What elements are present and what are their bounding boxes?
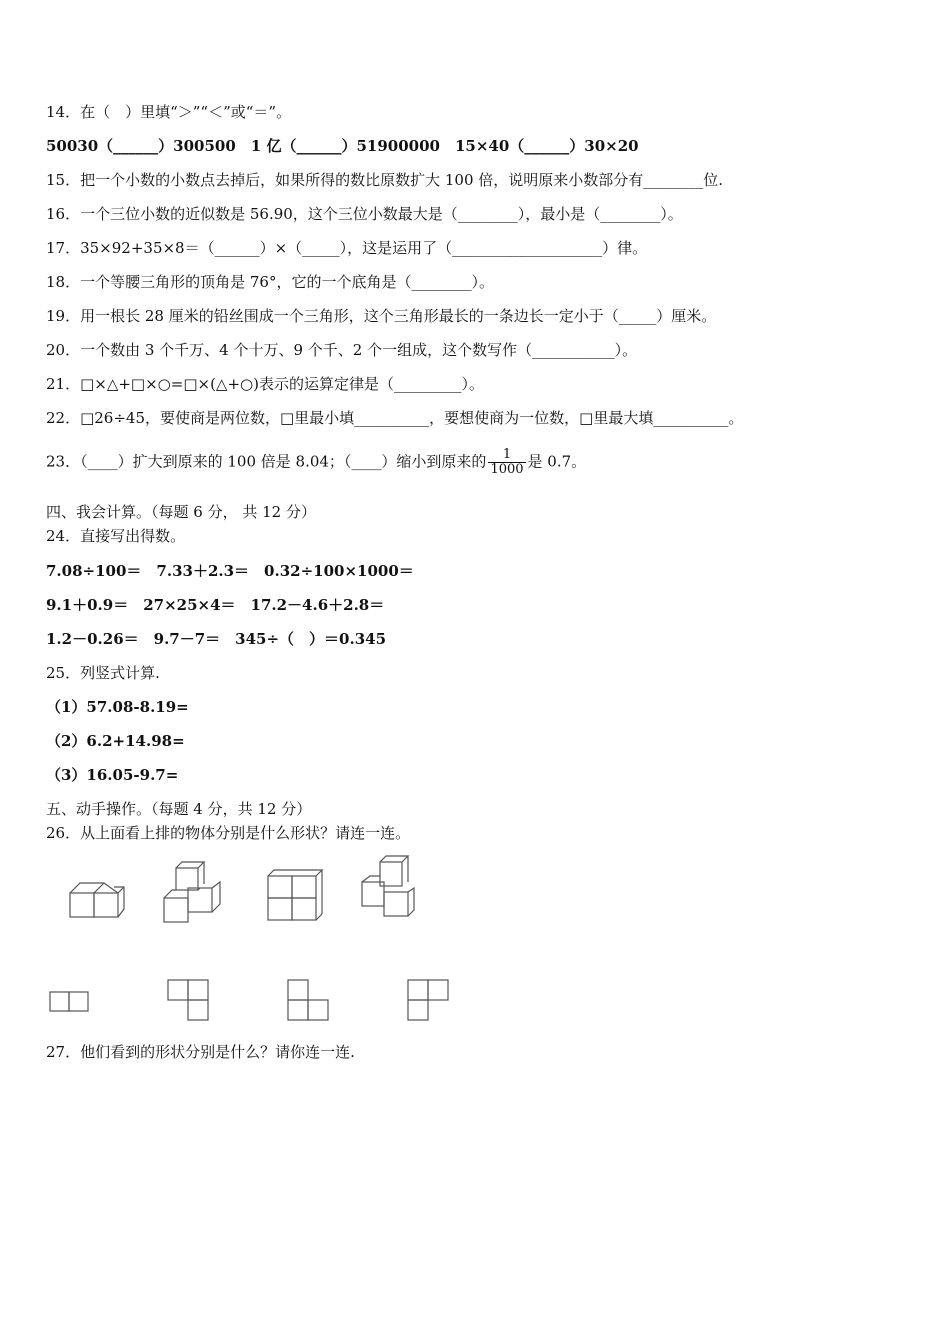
top-view-shape-2 — [166, 978, 212, 1024]
q23-part1: 23．（____）扩大到原来的 100 倍是 8.04；（____）缩小到原来的 — [46, 452, 487, 471]
q18: 18．一个等腰三角形的顶角是 76°，它的一个底角是（________）。 — [46, 273, 494, 291]
top-view-shape-4 — [406, 978, 452, 1024]
q24-row-3: 1.2－0.26＝ 9.7－7＝ 345÷（ ）＝0.345 — [46, 630, 387, 648]
q26-title: 26．从上面看上排的物体分别是什么形状？请连一连。 — [46, 824, 411, 842]
top-view-shape-1 — [48, 990, 92, 1014]
q25-part-2: （2）6.2+14.98= — [46, 732, 185, 750]
q22: 22．□26÷45，要使商是两位数，□里最小填__________，要想使商为一位数，□里最大填__________。 — [46, 409, 744, 427]
cube-figure-1 — [66, 875, 126, 923]
fraction-numerator: 1 — [488, 448, 525, 463]
cube-figure-4 — [358, 856, 424, 922]
q23 — [46, 448, 586, 477]
section-5-heading: 五、动手操作。（每题 4 分，共 12 分） — [46, 800, 312, 818]
cube-figure-2 — [160, 862, 226, 924]
section-4-heading: 四、我会计算。（每题 6 分， 共 12 分） — [46, 503, 316, 521]
q24-row-1: 7.08÷100＝ 7.33＋2.3＝ 0.32÷100×1000＝ — [46, 562, 414, 580]
cube-figure-3 — [264, 866, 324, 924]
q20: 20．一个数由 3 个千万、4 个十万、9 个千、2 个一组成，这个数写作（___________）。 — [46, 341, 638, 359]
q19: 19．用一根长 28 厘米的铅丝围成一个三角形，这个三角形最长的一条边长一定小于（_____）厘米。 — [46, 307, 717, 325]
q14-items: 50030（______）300500 1 亿（______）51900000 15×40（______）30×20 — [46, 137, 639, 155]
q15: 15．把一个小数的小数点去掉后，如果所得的数比原数扩大 100 倍，说明原来小数部分有________位. — [46, 171, 724, 189]
fraction-denominator: 1000 — [490, 462, 524, 477]
q27-title: 27．他们看到的形状分别是什么？请你连一连. — [46, 1043, 355, 1061]
q24-title: 24．直接写出得数。 — [46, 527, 186, 545]
q14-title: 14．在（ ）里填“＞”“＜”或“＝”。 — [46, 103, 292, 121]
q23-part2: 是 0.7。 — [527, 452, 587, 471]
q25-part-1: （1）57.08-8.19= — [46, 698, 189, 716]
q24-row-2: 9.1＋0.9＝ 27×25×4＝ 17.2－4.6＋2.8＝ — [46, 596, 385, 614]
q17: 17．35×92+35×8＝（______）×（_____），这是运用了（____________________）律。 — [46, 239, 648, 257]
q16: 16．一个三位小数的近似数是 56.90，这个三位小数最大是（________），最小是（________）。 — [46, 205, 683, 223]
top-view-shape-3 — [286, 978, 332, 1024]
fraction — [488, 448, 525, 477]
q21: 21．□×△+□×○=□×(△+○)表示的运算定律是（_________）。 — [46, 375, 484, 393]
q25-title: 25．列竖式计算. — [46, 664, 160, 682]
q25-part-3: （3）16.05-9.7= — [46, 766, 179, 784]
